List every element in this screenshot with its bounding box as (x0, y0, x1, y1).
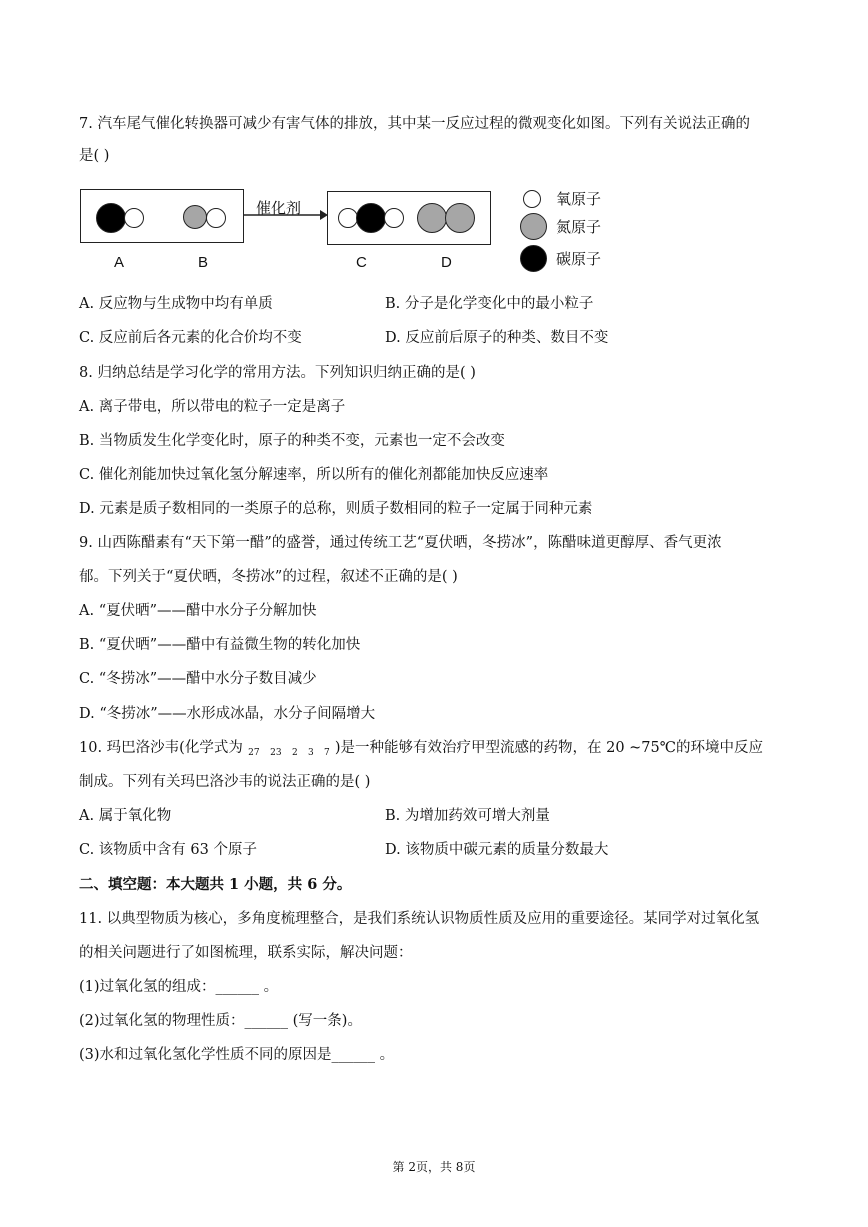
label-d: D (441, 254, 452, 271)
q9-stem-line1: 9. 山西陈醋素有“天下第一醋”的盛誉，通过传统工艺“夏伏晒，冬捞冰”，陈醋味道更醇厚、香气更浓 (79, 535, 722, 551)
q7-option-c[interactable]: C. 反应前后各元素的化合价均不变 (79, 330, 302, 346)
q11-stem-line1: 11. 以典型物质为核心，多角度梳理整合，是我们系统认识物质性质及应用的重要途径。某同学对过氧化氢 (79, 911, 760, 927)
nitrogen-legend-icon (520, 213, 547, 240)
q9-option-c[interactable]: C. “冬捞冰”——醋中水分子数目减少 (79, 671, 317, 687)
q10-stem-suffix: )是一种能够有效治疗甲型流感的药物，在 20 ~75℃的环境中反应 (334, 740, 763, 756)
q10-stem-line2: 制成。下列有关玛巴洛沙韦的说法正确的是( ) (79, 774, 371, 790)
carbon-atom (96, 203, 126, 233)
oxygen-atom (384, 208, 404, 228)
q7-option-d[interactable]: D. 反应前后原子的种类、数目不变 (385, 330, 609, 346)
q10-option-d[interactable]: D. 该物质中碳元素的质量分数最大 (385, 842, 609, 858)
q8-option-c[interactable]: C. 催化剂能加快过氧化氢分解速率，所以所有的催化剂都能加快反应速率 (79, 467, 549, 483)
q8-option-b[interactable]: B. 当物质发生化学变化时，原子的种类不变，元素也一定不会改变 (79, 433, 505, 449)
formula-subscript: 3 (307, 748, 314, 758)
oxygen-legend-label: 氧原子 (556, 190, 602, 208)
oxygen-atom (124, 208, 144, 228)
formula-subscript: 27 (248, 748, 260, 758)
q9-option-a[interactable]: A. “夏伏晒”——醋中水分子分解加快 (79, 603, 317, 619)
q9-stem-line2: 郁。下列关于“夏伏晒，冬捞冰”的过程，叙述不正确的是( ) (79, 569, 458, 585)
label-c: C (356, 254, 367, 271)
q8-option-a[interactable]: A. 离子带电，所以带电的粒子一定是离子 (79, 399, 346, 415)
q10-option-a[interactable]: A. 属于氧化物 (79, 808, 172, 824)
carbon-atom (356, 203, 386, 233)
carbon-legend-icon (520, 245, 547, 272)
q11-stem-line2: 的相关问题进行了如图梳理，联系实际，解决问题： (79, 945, 413, 961)
nitrogen-atom (183, 205, 207, 229)
q11-sub3[interactable]: (3)水和过氧化氢化学性质不同的原因是______ 。 (79, 1047, 395, 1063)
nitrogen-atom (445, 203, 475, 233)
formula-subscript: 2 (291, 748, 298, 758)
q11-sub1[interactable]: (1)过氧化氢的组成：______ 。 (79, 979, 279, 995)
section-heading: 二、填空题：本大题共 1 小题，共 6 分。 (79, 876, 352, 893)
formula-subscript: 23 (270, 748, 282, 758)
q10-stem-line1 (79, 738, 763, 763)
oxygen-atom (206, 208, 226, 228)
q8-option-d[interactable]: D. 元素是质子数相同的一类原子的总称，则质子数相同的粒子一定属于同种元素 (79, 501, 593, 517)
carbon-legend-label: 碳原子 (556, 250, 602, 268)
q10-option-c[interactable]: C. 该物质中含有 63 个原子 (79, 842, 257, 858)
q8-stem: 8. 归纳总结是学习化学的常用方法。下列知识归纳正确的是( ) (79, 365, 476, 381)
label-a: A (114, 254, 125, 271)
q9-option-b[interactable]: B. “夏伏晒”——醋中有益微生物的转化加快 (79, 637, 361, 653)
oxygen-legend-icon (523, 190, 541, 208)
q10-option-b[interactable]: B. 为增加药效可增大剂量 (385, 808, 550, 824)
q11-sub2[interactable]: (2)过氧化氢的物理性质：______ (写一条)。 (79, 1013, 362, 1029)
oxygen-atom (338, 208, 358, 228)
q7-option-b[interactable]: B. 分子是化学变化中的最小粒子 (385, 296, 594, 312)
nitrogen-atom (417, 203, 447, 233)
label-b: B (198, 254, 209, 271)
page-footer: 第 2页，共 8页 (392, 1160, 476, 1174)
arrow-icon (244, 209, 328, 221)
q7-stem-line1: 7. 汽车尾气催化转换器可减少有害气体的排放，其中某一反应过程的微观变化如图。下列有关说法正确的 (79, 116, 750, 132)
q9-option-d[interactable]: D. “冬捞冰”——水形成冰晶，水分子间隔增大 (79, 706, 376, 722)
q10-stem-prefix: 10. 玛巴洛沙韦(化学式为 (79, 740, 243, 756)
q7-option-a[interactable]: A. 反应物与生成物中均有单质 (79, 296, 273, 312)
q7-stem-line2: 是( ) (79, 148, 110, 164)
formula-subscript: 7 (323, 748, 330, 758)
nitrogen-legend-label: 氮原子 (556, 218, 602, 236)
catalyst-label: 催化剂 (256, 200, 302, 217)
